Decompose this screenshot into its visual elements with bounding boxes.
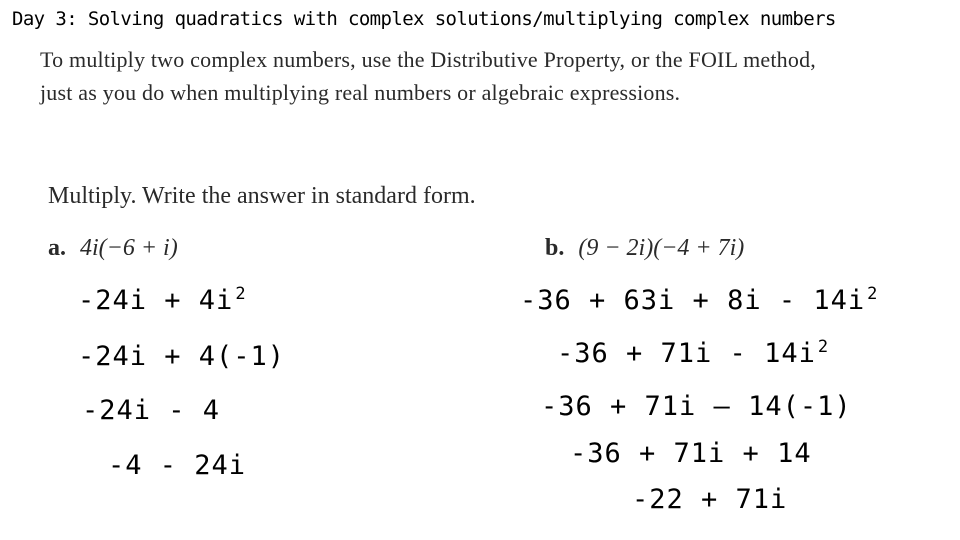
problem-a-expression: 4i(−6 + i)	[80, 235, 178, 261]
solution-a-step-2: -24i + 4(-1)	[78, 341, 286, 372]
problem-b	[545, 235, 744, 262]
solution-b-step-1: -36 + 63i + 8i - 14i $^2$	[520, 284, 879, 316]
intro-line-1: To multiply two complex numbers, use the Distributive Property, or the FOIL method,	[40, 47, 816, 72]
problem-a-label: a.	[48, 235, 66, 261]
instruction-text: Multiply. Write the answer in standard form.	[48, 183, 476, 209]
solution-a-step-3: -24i - 4	[82, 395, 221, 426]
solution-b-step-4: -36 + 71i + 14	[570, 438, 812, 469]
solution-b-step-3: -36 + 71i – 14(-1)	[541, 391, 852, 422]
exponent: 2	[235, 284, 247, 304]
exponent: 2	[817, 337, 830, 357]
intro-line-2: just as you do when multiplying real numbers or algebraic expressions.	[40, 80, 681, 105]
solution-a-step-4: -4 - 24i	[108, 450, 247, 481]
problem-b-expression: (9 − 2i)(−4 + 7i)	[578, 235, 745, 261]
solution-a-step-1: -24i + 4i $^2$	[78, 284, 247, 316]
slide-title: Day 3: Solving quadratics with complex solutions/multiplying complex numbers	[12, 8, 836, 30]
solution-b-step-2: -36 + 71i - 14i $^2$	[557, 337, 830, 369]
solution-b-step-5: -22 + 71i	[632, 484, 788, 515]
exponent: 2	[867, 284, 879, 304]
problem-b-label: b.	[545, 235, 565, 261]
problem-a	[48, 235, 178, 262]
